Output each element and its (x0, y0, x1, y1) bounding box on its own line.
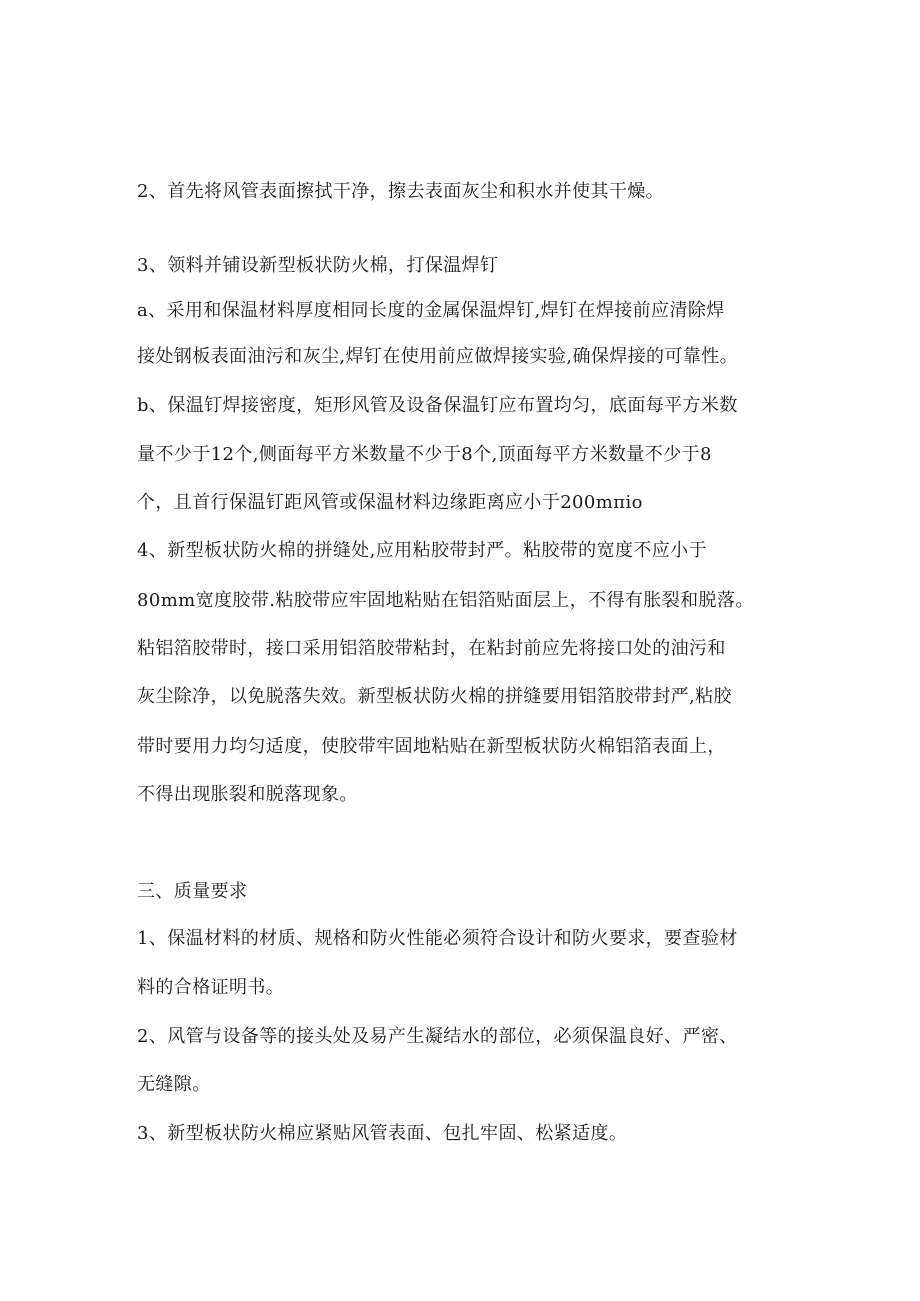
text-line: 粘铝箔胶带时，接口采用铝箔胶带粘封，在粘封前应先将接口处的油污和 (137, 638, 726, 659)
text-line: 量不少于12个,侧面每平方米数量不少于8个,顶面每平方米数量不少于8 (137, 444, 712, 465)
text-line: 不得出现胀裂和脱落现象。 (137, 784, 358, 805)
text-line: 1、保温材料的材质、规格和防火性能必须符合设计和防火要求，要查验材 (137, 928, 738, 949)
text-line: 80mm宽度胶带.粘胶带应牢固地粘贴在铝箔贴面层上，不得有胀裂和脱落。 (137, 590, 754, 611)
text-line: 3、领料并铺设新型板状防火棉，打保温焊钉 (137, 255, 499, 276)
text-line: b、保温钉焊接密度，矩形风管及设备保温钉应布置均匀，底面每平方米数 (137, 395, 738, 416)
text-line: 料的合格证明书。 (137, 977, 285, 998)
text-line: a、采用和保温材料厚度相同长度的金属保温焊钉,焊钉在焊接前应清除焊 (137, 300, 725, 321)
text-line: 2、首先将风管表面擦拭干净，擦去表面灰尘和积水并使其干燥。 (137, 181, 665, 202)
text-line: 灰尘除净，以免脱落失效。新型板状防火棉的拼缝要用铝箔胶带封严,粘胶 (137, 686, 732, 707)
text-line: 接处钢板表面油污和灰尘,焊钉在使用前应做焊接实验,确保焊接的可靠性。 (137, 346, 739, 367)
text-line: 3、新型板状防火棉应紧贴风管表面、包扎牢固、松紧适度。 (137, 1123, 628, 1144)
text-line: 带时要用力均匀适度，使胶带牢固地粘贴在新型板状防火棉铝箔表面上， (137, 736, 726, 757)
text-line: 个，且首行保温钉距风管或保温材料边缘距离应小于200mπio (137, 492, 643, 513)
text-line: 2、风管与设备等的接头处及易产生凝结水的部位，必须保温良好、严密、 (137, 1026, 738, 1047)
text-line: 4、新型板状防火棉的拼缝处,应用粘胶带封严。粘胶带的宽度不应小于 (137, 540, 707, 561)
section-heading: 三、质量要求 (137, 881, 248, 902)
text-line: 无缝隙。 (137, 1074, 211, 1095)
